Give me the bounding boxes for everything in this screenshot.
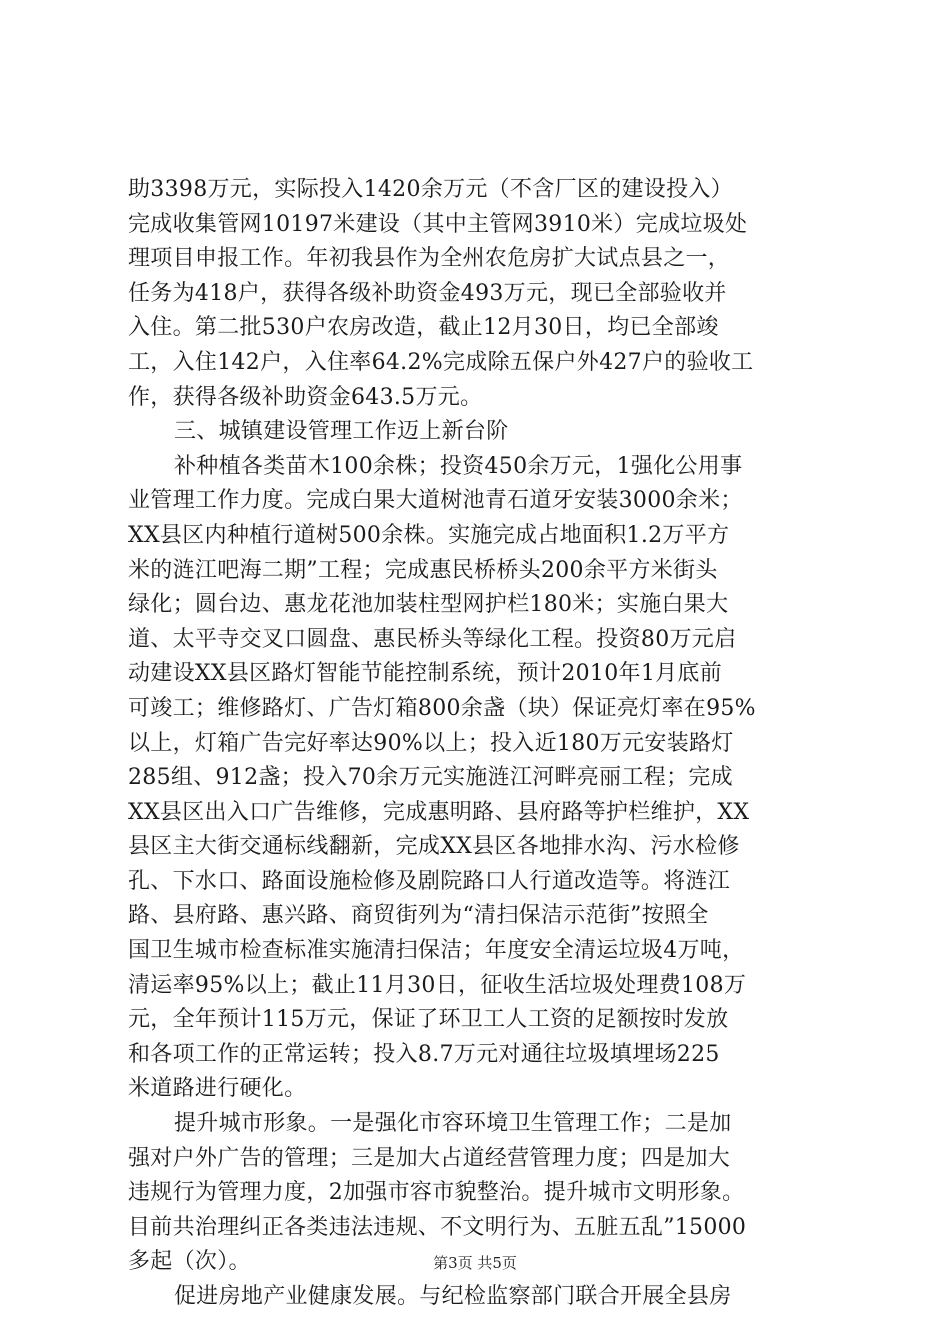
text-line: 违规行为管理力度，2加强市容市貌整治。提升城市文明形象。 <box>128 1180 745 1206</box>
text-line: 米的涟江吧海二期”工程；完成惠民桥桥头200余平方米街头 <box>128 557 718 583</box>
document-body <box>128 173 828 1315</box>
text-line: 业管理工作力度。完成白果大道树池青石道牙安装3000余米； <box>128 488 743 514</box>
text-line: 元，全年预计115万元，保证了环卫工人工资的足额按时发放 <box>128 1007 729 1033</box>
text-line: 285组、912盏；投入70余万元实施涟江河畔亮丽工程；完成 <box>128 765 733 791</box>
text-line: 和各项工作的正常运转；投入8.7万元对通往垃圾填埋场225 <box>128 1041 720 1067</box>
text-line: 县区主大街交通标线翻新，完成XX县区各地排水沟、污水检修 <box>128 834 740 860</box>
paragraph-first-line: 补种植各类苗木100余株；投资450余万元，1强化公用事 <box>174 453 743 479</box>
text-line: 清运率95%以上；截止11月30日，征收生活垃圾处理费108万 <box>128 972 747 998</box>
text-line: 孔、下水口、路面设施检修及剧院路口人行道改造等。将涟江 <box>128 868 731 894</box>
text-line: 助3398万元，实际投入1420余万元（不含厂区的建设投入） <box>128 177 733 202</box>
paragraph-first-line: 促进房地产业健康发展。与纪检监察部门联合开展全县房 <box>174 1284 732 1309</box>
text-line: 任务为418户，获得各级补助资金493万元，现已全部验收并 <box>128 280 727 306</box>
text-line: 完成收集管网10197米建设（其中主管网3910米）完成垃圾处 <box>128 211 748 237</box>
text-line: 理项目申报工作。年初我县作为全州农危房扩大试点县之一， <box>128 246 731 272</box>
text-line: 绿化；圆台边、惠龙花池加装柱型网护栏180米；实施白果大 <box>128 592 729 618</box>
text-line: 米道路进行硬化。 <box>128 1076 307 1102</box>
text-line: 强对户外广告的管理；三是加大占道经营管理力度；四是加大 <box>128 1145 731 1171</box>
text-line: 道、太平寺交叉口圆盘、惠民桥头等绿化工程。投资80万元启 <box>128 626 737 652</box>
page-number-footer: 第3页 共5页 <box>433 1254 517 1272</box>
text-line: 作，获得各级补助资金643.5万元。 <box>128 384 483 410</box>
text-line: XX县区内种植行道树500余株。实施完成占地面积1.2万平方 <box>128 522 730 548</box>
text-line: 路、县府路、惠兴路、商贸街列为“清扫保洁示范街”按照全 <box>128 903 709 929</box>
text-line: 工，入住142户，入住率64.2%完成除五保户外427户的验收工 <box>128 349 754 375</box>
text-line: 目前共治理纠正各类违法违规、不文明行为、五脏五乱”15000 <box>128 1214 747 1240</box>
text-line: 国卫生城市检查标准实施清扫保洁；年度安全清运垃圾4万吨， <box>128 938 745 964</box>
text-line: 可竣工；维修路灯、广告灯箱800余盏（块）保证亮灯率在95% <box>128 695 756 721</box>
text-line: 动建设XX县区路灯智能节能控制系统，预计2010年1月底前 <box>128 661 723 687</box>
section-heading: 三、城镇建设管理工作迈上新台阶 <box>174 419 509 445</box>
paragraph-first-line: 提升城市形象。一是强化市容环境卫生管理工作；二是加 <box>174 1111 732 1137</box>
text-line: 以上，灯箱广告完好率达90%以上；投入近180万元安装路灯 <box>128 730 734 756</box>
text-line: 多起（次）。 <box>128 1249 251 1275</box>
text-line: 入住。第二批530户农房改造，截止12月30日，均已全部竣 <box>128 315 719 341</box>
text-line: XX县区出入口广告维修，完成惠明路、县府路等护栏维护，XX <box>128 799 750 825</box>
